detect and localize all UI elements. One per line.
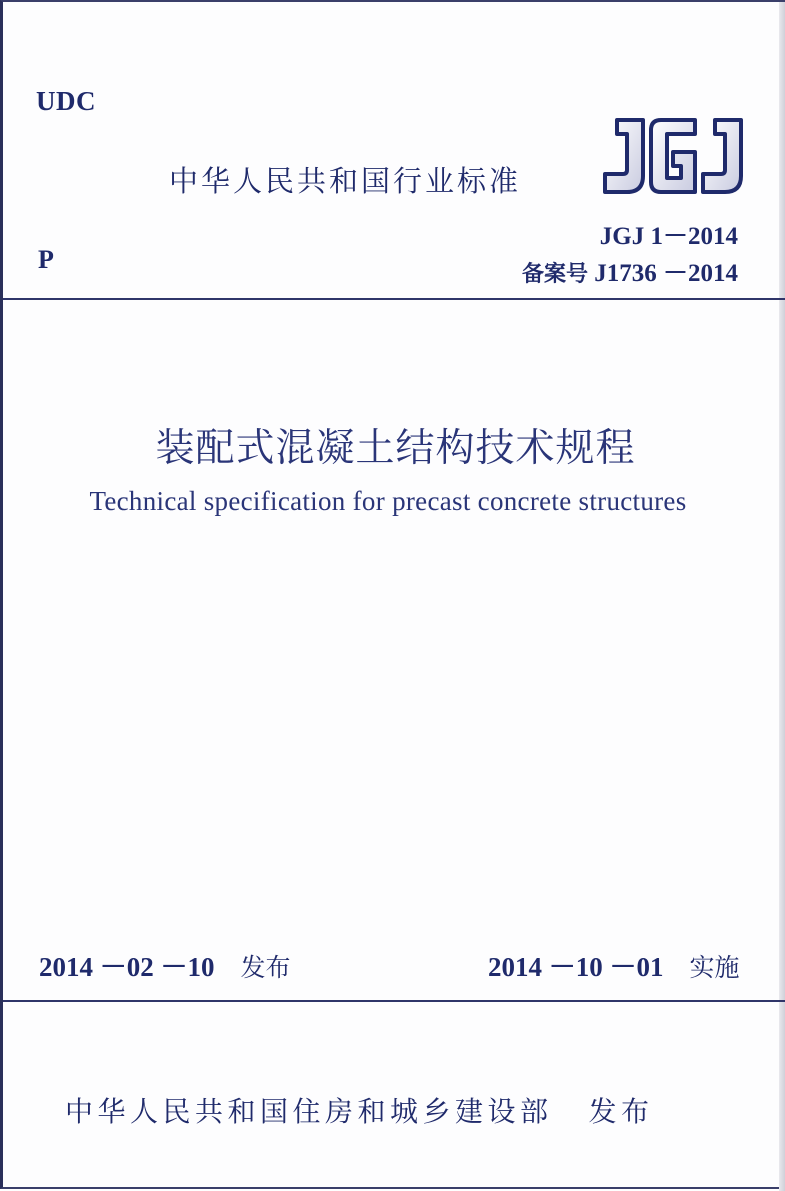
classification-letter: P <box>38 245 54 274</box>
effective-date-line <box>488 945 740 984</box>
record-number: J1736 －2014 <box>594 260 738 287</box>
publish-label: 发布 <box>588 1095 654 1128</box>
logo-text: JGJ <box>599 116 601 117</box>
effective-date: 2014 －10 －01 <box>488 952 664 982</box>
jgj-logo <box>599 116 744 196</box>
title-chinese: 装配式混凝土结构技术规程 <box>155 426 636 471</box>
issue-label: 发布 <box>240 953 291 982</box>
issue-date-line <box>39 945 291 984</box>
standard-code: JGJ 1－2014 <box>599 223 738 250</box>
page-edge <box>779 2 785 1191</box>
standard-category: 中华人民共和国行业标准 <box>169 164 522 198</box>
effective-label: 实施 <box>689 953 740 982</box>
publisher-name: 中华人民共和国住房和城乡建设部 <box>65 1095 553 1128</box>
title-english: Technical specification for precast concrete structures <box>89 486 687 516</box>
header-divider <box>3 298 785 300</box>
record-number-line <box>522 253 738 289</box>
issue-date: 2014 －02 －10 <box>39 952 215 982</box>
udc-label: UDC <box>36 86 96 116</box>
footer-divider <box>3 1000 785 1002</box>
record-label: 备案号 <box>521 262 588 287</box>
publisher-line <box>65 1090 654 1130</box>
